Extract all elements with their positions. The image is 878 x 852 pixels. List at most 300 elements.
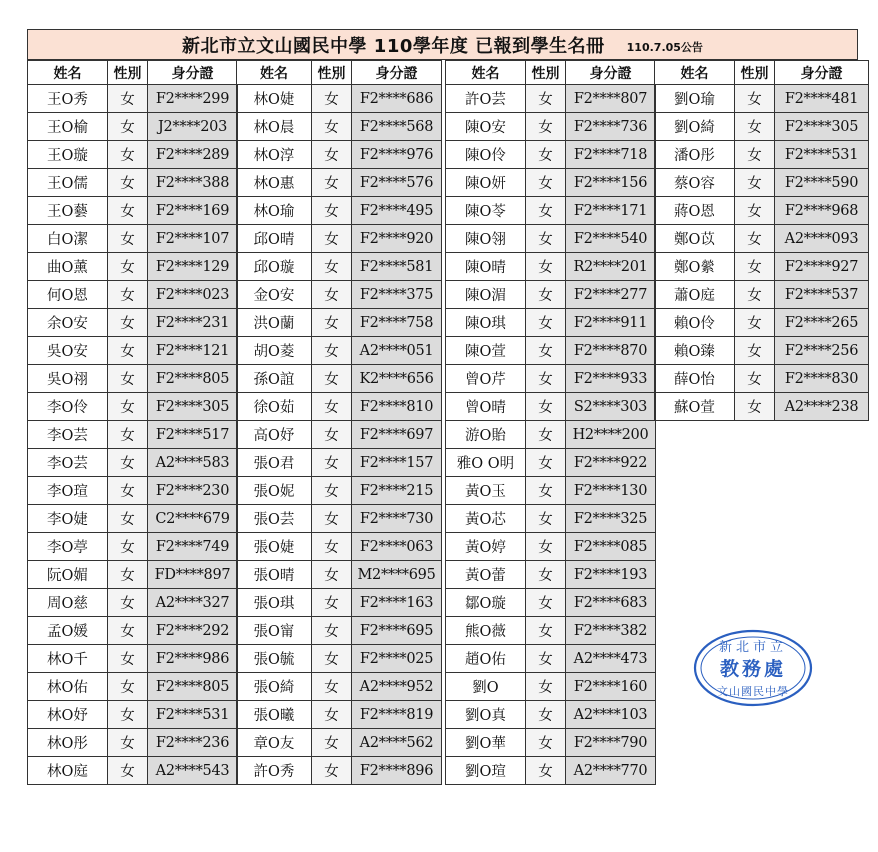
table-row [655, 169, 869, 197]
student-gender: 女 [312, 421, 352, 449]
table-row [28, 85, 238, 113]
student-name: 劉O [446, 673, 526, 701]
student-name: 潘O彤 [655, 141, 735, 169]
student-gender: 女 [526, 701, 566, 729]
table-row [28, 589, 238, 617]
student-name: 李O芸 [28, 421, 108, 449]
student-gender: 女 [108, 589, 148, 617]
table-row [28, 113, 238, 141]
student-name: 王O璇 [28, 141, 108, 169]
table-row [28, 701, 238, 729]
student-name: 高O妤 [237, 421, 312, 449]
table-row [655, 337, 869, 365]
student-name: 劉O真 [446, 701, 526, 729]
student-id: F2****911 [566, 309, 656, 337]
student-gender: 女 [735, 393, 775, 421]
student-id: J2****203 [148, 113, 238, 141]
student-name: 林O婕 [237, 85, 312, 113]
student-name: 劉O華 [446, 729, 526, 757]
student-gender: 女 [526, 505, 566, 533]
student-name: 游O貽 [446, 421, 526, 449]
announce-date: 110.7.05公告 [626, 40, 703, 54]
student-name: 鄭O縈 [655, 253, 735, 281]
student-id: F2****927 [775, 253, 869, 281]
student-name: 曾O芹 [446, 365, 526, 393]
student-id: F2****085 [566, 533, 656, 561]
student-gender: 女 [526, 645, 566, 673]
table-row [655, 113, 869, 141]
student-gender: 女 [312, 477, 352, 505]
student-gender: 女 [312, 365, 352, 393]
table-row [237, 561, 442, 589]
table-row [237, 141, 442, 169]
table-row [237, 225, 442, 253]
student-gender: 女 [526, 337, 566, 365]
table-row [655, 253, 869, 281]
student-name: 許O秀 [237, 757, 312, 785]
student-id: F2****749 [148, 533, 238, 561]
table-row [28, 421, 238, 449]
student-id: F2****193 [566, 561, 656, 589]
table-row [237, 309, 442, 337]
student-name: 陳O翎 [446, 225, 526, 253]
student-gender: 女 [735, 85, 775, 113]
student-id: F2****581 [352, 253, 442, 281]
student-id: F2****805 [148, 365, 238, 393]
student-id: F2****277 [566, 281, 656, 309]
student-id: F2****933 [566, 365, 656, 393]
student-id: F2****576 [352, 169, 442, 197]
table-row [28, 645, 238, 673]
student-name: 黃O芯 [446, 505, 526, 533]
student-gender: 女 [526, 477, 566, 505]
roster-title-bar [27, 29, 858, 60]
student-name: 張O君 [237, 449, 312, 477]
student-name: 黃O婷 [446, 533, 526, 561]
student-name: 林O晨 [237, 113, 312, 141]
student-gender: 女 [312, 561, 352, 589]
student-name: 雅O O明 [446, 449, 526, 477]
student-name: 胡O菱 [237, 337, 312, 365]
student-name: 林O惠 [237, 169, 312, 197]
student-gender: 女 [108, 281, 148, 309]
student-gender: 女 [526, 141, 566, 169]
student-name: 許O芸 [446, 85, 526, 113]
student-name: 張O琪 [237, 589, 312, 617]
student-gender: 女 [108, 309, 148, 337]
student-name: 鄒O璇 [446, 589, 526, 617]
roster-column-2 [236, 60, 442, 785]
table-row [446, 169, 656, 197]
student-name: 邱O璇 [237, 253, 312, 281]
student-name: 李O芸 [28, 449, 108, 477]
table-row [237, 757, 442, 785]
student-id: M2****695 [352, 561, 442, 589]
student-gender: 女 [312, 505, 352, 533]
student-name: 陳O伶 [446, 141, 526, 169]
student-name: 孟O媛 [28, 617, 108, 645]
student-id: F2****495 [352, 197, 442, 225]
student-name: 吳O祤 [28, 365, 108, 393]
student-gender: 女 [108, 393, 148, 421]
student-gender: 女 [108, 85, 148, 113]
student-gender: 女 [108, 533, 148, 561]
student-gender: 女 [526, 85, 566, 113]
student-id: F2****481 [775, 85, 869, 113]
student-name: 蔡O容 [655, 169, 735, 197]
student-name: 王O藝 [28, 197, 108, 225]
table-row [28, 309, 238, 337]
table-row [237, 729, 442, 757]
table-row [446, 589, 656, 617]
student-id: F2****305 [775, 113, 869, 141]
student-gender: 女 [526, 617, 566, 645]
student-id: F2****819 [352, 701, 442, 729]
table-row [655, 393, 869, 421]
office-seal-stamp [692, 628, 814, 708]
student-name: 張O晴 [237, 561, 312, 589]
header-id: 身分證 [148, 61, 238, 85]
student-id: F2****807 [566, 85, 656, 113]
table-row [655, 365, 869, 393]
seal-top-text: 新北市立 [718, 640, 788, 655]
student-gender: 女 [312, 225, 352, 253]
table-row [28, 197, 238, 225]
student-id: F2****157 [352, 449, 442, 477]
student-name: 賴O伶 [655, 309, 735, 337]
student-id: F2****531 [775, 141, 869, 169]
student-id: F2****130 [566, 477, 656, 505]
student-name: 鄭O苡 [655, 225, 735, 253]
student-gender: 女 [526, 421, 566, 449]
student-id: F2****896 [352, 757, 442, 785]
student-id: F2****107 [148, 225, 238, 253]
table-row [237, 673, 442, 701]
student-name: 李O婕 [28, 505, 108, 533]
table-row [446, 533, 656, 561]
student-gender: 女 [526, 757, 566, 785]
student-id: F2****730 [352, 505, 442, 533]
header-name: 姓名 [28, 61, 108, 85]
student-id: F2****299 [148, 85, 238, 113]
header-name: 姓名 [446, 61, 526, 85]
student-gender: 女 [526, 589, 566, 617]
student-id: FD****897 [148, 561, 238, 589]
student-gender: 女 [108, 505, 148, 533]
student-gender: 女 [526, 113, 566, 141]
student-gender: 女 [526, 365, 566, 393]
table-row [237, 365, 442, 393]
student-id: F2****231 [148, 309, 238, 337]
student-gender: 女 [526, 225, 566, 253]
student-gender: 女 [312, 281, 352, 309]
student-gender: 女 [108, 561, 148, 589]
student-name: 曾O晴 [446, 393, 526, 421]
student-id: F2****160 [566, 673, 656, 701]
table-row [446, 673, 656, 701]
student-id: F2****023 [148, 281, 238, 309]
student-id: H2****200 [566, 421, 656, 449]
student-gender: 女 [526, 533, 566, 561]
student-id: A2****093 [775, 225, 869, 253]
student-id: F2****025 [352, 645, 442, 673]
student-gender: 女 [312, 309, 352, 337]
table-row [446, 645, 656, 673]
table-row [28, 337, 238, 365]
table-row [446, 449, 656, 477]
table-row [446, 281, 656, 309]
table-row [446, 337, 656, 365]
student-name: 阮O媚 [28, 561, 108, 589]
table-row [237, 589, 442, 617]
student-name: 徐O茹 [237, 393, 312, 421]
seal-center-text: 教務處 [719, 658, 787, 680]
table-row [446, 113, 656, 141]
table-row [446, 505, 656, 533]
table-row [446, 393, 656, 421]
student-gender: 女 [108, 197, 148, 225]
student-name: 黃O玉 [446, 477, 526, 505]
student-name: 賴O臻 [655, 337, 735, 365]
student-gender: 女 [526, 393, 566, 421]
student-id: A2****238 [775, 393, 869, 421]
table-row [237, 85, 442, 113]
table-row [237, 477, 442, 505]
student-name: 王O秀 [28, 85, 108, 113]
table-row [446, 729, 656, 757]
student-name: 張O甯 [237, 617, 312, 645]
table-row [237, 253, 442, 281]
student-id: F2****986 [148, 645, 238, 673]
table-row [28, 477, 238, 505]
table-row [237, 449, 442, 477]
student-gender: 女 [312, 729, 352, 757]
student-name: 林O彤 [28, 729, 108, 757]
student-name: 孫O誼 [237, 365, 312, 393]
student-id: F2****920 [352, 225, 442, 253]
header-gender: 性別 [526, 61, 566, 85]
student-name: 李O葶 [28, 533, 108, 561]
student-name: 林O庭 [28, 757, 108, 785]
table-row [237, 645, 442, 673]
student-id: A2****051 [352, 337, 442, 365]
table-row [446, 421, 656, 449]
student-id: A2****952 [352, 673, 442, 701]
student-name: 趙O佑 [446, 645, 526, 673]
student-gender: 女 [735, 113, 775, 141]
student-name: 林O瑜 [237, 197, 312, 225]
student-name: 劉O綺 [655, 113, 735, 141]
header-name: 姓名 [655, 61, 735, 85]
student-id: F2****736 [566, 113, 656, 141]
student-id: A2****543 [148, 757, 238, 785]
student-name: 林O千 [28, 645, 108, 673]
table-row [446, 225, 656, 253]
student-id: F2****292 [148, 617, 238, 645]
table-row [28, 393, 238, 421]
student-name: 林O妤 [28, 701, 108, 729]
student-id: A2****770 [566, 757, 656, 785]
student-gender: 女 [312, 253, 352, 281]
student-gender: 女 [526, 729, 566, 757]
student-id: F2****230 [148, 477, 238, 505]
student-gender: 女 [108, 169, 148, 197]
student-name: 陳O晴 [446, 253, 526, 281]
seal-bottom-text: 文山國民中學 [717, 685, 789, 698]
student-gender: 女 [526, 561, 566, 589]
student-gender: 女 [526, 449, 566, 477]
student-name: 余O安 [28, 309, 108, 337]
student-id: F2****289 [148, 141, 238, 169]
header-id: 身分證 [775, 61, 869, 85]
student-id: F2****375 [352, 281, 442, 309]
student-id: F2****305 [148, 393, 238, 421]
table-row [28, 505, 238, 533]
student-id: F2****256 [775, 337, 869, 365]
student-id: A2****103 [566, 701, 656, 729]
student-name: 吳O安 [28, 337, 108, 365]
student-id: F2****169 [148, 197, 238, 225]
roster-column-3 [445, 60, 656, 785]
table-row [655, 281, 869, 309]
table-row [237, 533, 442, 561]
student-name: 張O芸 [237, 505, 312, 533]
table-row [446, 477, 656, 505]
student-gender: 女 [312, 337, 352, 365]
student-gender: 女 [526, 281, 566, 309]
student-name: 林O佑 [28, 673, 108, 701]
header-name: 姓名 [237, 61, 312, 85]
table-row [237, 337, 442, 365]
table-row [237, 281, 442, 309]
table-row [237, 505, 442, 533]
student-id: K2****656 [352, 365, 442, 393]
student-id: F2****870 [566, 337, 656, 365]
student-name: 林O淳 [237, 141, 312, 169]
student-name: 陳O湄 [446, 281, 526, 309]
student-gender: 女 [312, 673, 352, 701]
student-name: 張O毓 [237, 645, 312, 673]
student-name: 周O慈 [28, 589, 108, 617]
student-name: 陳O琪 [446, 309, 526, 337]
student-id: F2****810 [352, 393, 442, 421]
student-name: 蘇O萱 [655, 393, 735, 421]
student-name: 陳O妍 [446, 169, 526, 197]
student-gender: 女 [312, 169, 352, 197]
table-row [28, 225, 238, 253]
student-gender: 女 [108, 757, 148, 785]
student-id: F2****697 [352, 421, 442, 449]
student-name: 李O瑄 [28, 477, 108, 505]
student-id: F2****540 [566, 225, 656, 253]
table-row [446, 309, 656, 337]
table-row [28, 729, 238, 757]
student-gender: 女 [735, 225, 775, 253]
student-gender: 女 [312, 757, 352, 785]
student-gender: 女 [108, 477, 148, 505]
student-gender: 女 [312, 645, 352, 673]
table-row [28, 253, 238, 281]
student-id: F2****968 [775, 197, 869, 225]
table-row [237, 113, 442, 141]
header-gender: 性別 [108, 61, 148, 85]
student-name: 金O安 [237, 281, 312, 309]
student-gender: 女 [735, 169, 775, 197]
student-gender: 女 [312, 113, 352, 141]
header-id: 身分證 [352, 61, 442, 85]
student-id: F2****388 [148, 169, 238, 197]
header-id: 身分證 [566, 61, 656, 85]
student-id: F2****325 [566, 505, 656, 533]
student-id: F2****063 [352, 533, 442, 561]
table-row [237, 701, 442, 729]
student-gender: 女 [108, 673, 148, 701]
table-row [28, 617, 238, 645]
student-gender: 女 [108, 365, 148, 393]
student-name: 劉O瑄 [446, 757, 526, 785]
student-id: F2****121 [148, 337, 238, 365]
student-id: A2****562 [352, 729, 442, 757]
student-gender: 女 [108, 729, 148, 757]
table-row [237, 169, 442, 197]
table-row [446, 365, 656, 393]
student-name: 蔣O恩 [655, 197, 735, 225]
student-name: 張O綺 [237, 673, 312, 701]
table-row [28, 141, 238, 169]
student-gender: 女 [312, 617, 352, 645]
student-gender: 女 [312, 85, 352, 113]
student-id: F2****805 [148, 673, 238, 701]
student-name: 邱O晴 [237, 225, 312, 253]
table-row [655, 197, 869, 225]
student-name: 陳O苓 [446, 197, 526, 225]
roster-column-4 [654, 60, 869, 421]
student-id: F2****265 [775, 309, 869, 337]
student-gender: 女 [312, 197, 352, 225]
table-row [446, 85, 656, 113]
student-id: F2****156 [566, 169, 656, 197]
student-id: F2****758 [352, 309, 442, 337]
student-gender: 女 [108, 113, 148, 141]
student-id: F2****163 [352, 589, 442, 617]
student-name: 蕭O庭 [655, 281, 735, 309]
student-gender: 女 [312, 589, 352, 617]
student-name: 何O恩 [28, 281, 108, 309]
table-row [28, 281, 238, 309]
student-name: 曲O薰 [28, 253, 108, 281]
student-id: F2****129 [148, 253, 238, 281]
student-id: R2****201 [566, 253, 656, 281]
student-id: A2****327 [148, 589, 238, 617]
table-row [446, 561, 656, 589]
student-gender: 女 [312, 533, 352, 561]
table-row [28, 757, 238, 785]
student-name: 陳O安 [446, 113, 526, 141]
student-name: 張O婕 [237, 533, 312, 561]
student-gender: 女 [108, 421, 148, 449]
student-gender: 女 [735, 281, 775, 309]
student-name: 熊O薇 [446, 617, 526, 645]
table-row [446, 617, 656, 645]
student-gender: 女 [108, 449, 148, 477]
student-gender: 女 [735, 253, 775, 281]
student-gender: 女 [735, 337, 775, 365]
student-gender: 女 [312, 393, 352, 421]
table-row [28, 561, 238, 589]
student-name: 洪O蘭 [237, 309, 312, 337]
student-id: F2****683 [566, 589, 656, 617]
student-gender: 女 [735, 365, 775, 393]
